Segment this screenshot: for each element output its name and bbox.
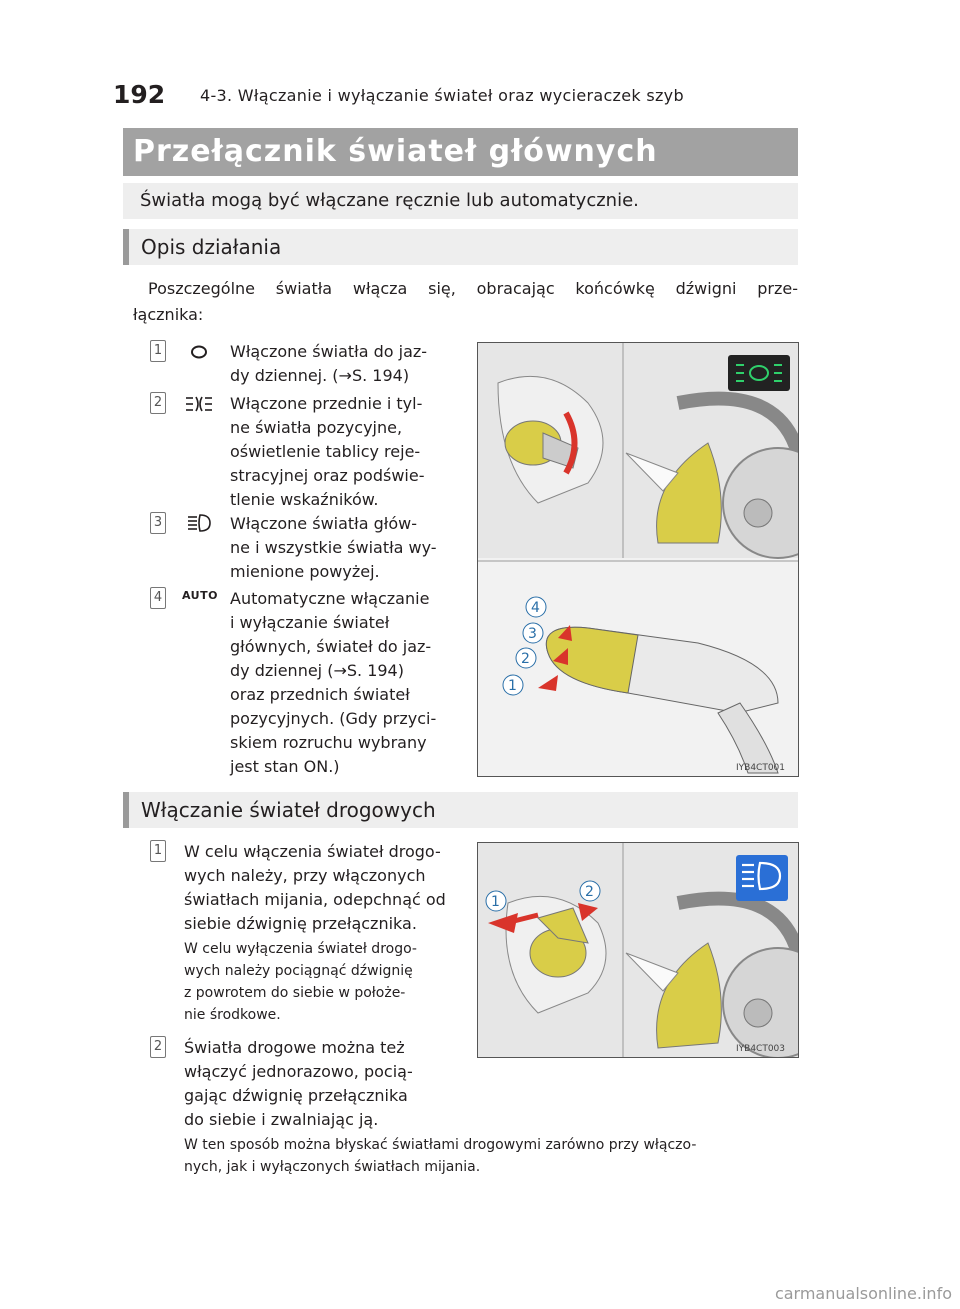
- figure-high-beam: [477, 842, 799, 1058]
- item-text-line: włączyć jednorazowo, pocią-: [184, 1062, 413, 1081]
- item-text-line: Włączone przednie i tyl-: [230, 394, 423, 413]
- item-text-line: ne i wszystkie światła wy-: [230, 538, 437, 557]
- item-number: 1: [150, 840, 166, 862]
- page-title: Przełącznik świateł głównych: [133, 134, 658, 169]
- section-heading-bar: [123, 229, 798, 265]
- item-text-line: W celu włączenia świateł drogo-: [184, 842, 441, 861]
- item-number: 2: [150, 1036, 166, 1058]
- auto-icon: AUTO: [182, 589, 218, 602]
- item-text-line: jest stan ON.): [230, 757, 340, 776]
- item-text-line: stracyjnej oraz podświe-: [230, 466, 425, 485]
- item-text-line: dy dziennej. (→S. 194): [230, 366, 410, 385]
- item-text-line: głównych, świateł do jaz-: [230, 637, 432, 656]
- item-text-line: siebie dźwignię przełącznika.: [184, 914, 417, 933]
- item-number: 3: [150, 512, 166, 534]
- page-subtitle: Światła mogą być włączane ręcznie lub automatycznie.: [140, 190, 639, 211]
- item-text-line: oświetlenie tablicy reje-: [230, 442, 421, 461]
- page-number: 192: [113, 80, 166, 109]
- figure-label: 1: [508, 678, 517, 694]
- chapter-title: 4-3. Włączanie i wyłączanie świateł oraz wycieraczek szyb: [200, 86, 684, 105]
- item-text-line: ne światła pozycyjne,: [230, 418, 403, 437]
- note-line: W ten sposób można błyskać światłami drogowymi zarówno przy włączo-: [184, 1137, 697, 1153]
- item-text-line: Światła drogowe można też: [184, 1038, 405, 1057]
- note-text: [184, 938, 462, 1026]
- subtitle-bar: [123, 183, 798, 219]
- footer-watermark: carmanualsonline.info: [774, 1284, 952, 1303]
- section-heading-bar: [123, 792, 798, 828]
- note-line: nie środkowe.: [184, 1007, 281, 1023]
- item-text-line: gając dźwignię przełącznika: [184, 1086, 408, 1105]
- title-bar: [123, 128, 798, 176]
- item-text-line: i wyłączanie świateł: [230, 613, 390, 632]
- note-line: W celu wyłączenia świateł drogo-: [184, 941, 417, 957]
- item-number: 4: [150, 587, 166, 609]
- figure-code: IYB4CT001: [736, 763, 786, 773]
- figure-label: 3: [528, 626, 537, 642]
- item-text-line: Automatyczne włączanie: [230, 589, 430, 608]
- item-text-line: mienione powyżej.: [230, 562, 380, 581]
- note-line: nych, jak i wyłączonych światłach mijania.: [184, 1159, 481, 1175]
- figure-label: 1: [491, 894, 500, 910]
- note-line: wych należy pociągnąć dźwignię: [184, 963, 413, 979]
- item-text-line: tlenie wskaźników.: [230, 490, 379, 509]
- note-line: z powrotem do siebie w położe-: [184, 985, 406, 1001]
- section-heading: Włączanie świateł drogowych: [141, 798, 436, 822]
- figure-label: 2: [521, 651, 530, 667]
- drl-icon: [188, 344, 210, 360]
- light-switch-illustration: [478, 343, 798, 776]
- item-text-line: Włączone światła do jaz-: [230, 342, 428, 361]
- figure-light-switch: [477, 342, 799, 777]
- item-text-line: wych należy, przy włączonych: [184, 866, 426, 885]
- item-text-line: światłach mijania, odepchnąć od: [184, 890, 446, 909]
- item-text-line: Włączone światła głów-: [230, 514, 417, 533]
- figure-label: 2: [585, 884, 594, 900]
- item-text-line: do siebie i zwalniając ją.: [184, 1110, 379, 1129]
- side-lights-icon: [184, 394, 214, 414]
- item-text-line: dy dziennej (→S. 194): [230, 661, 404, 680]
- figure-label: 4: [531, 600, 540, 616]
- high-beam-illustration: [478, 843, 798, 1057]
- figure-code: IYB4CT003: [736, 1044, 786, 1054]
- section-heading: Opis działania: [141, 235, 282, 259]
- item-text-line: oraz przednich świateł: [230, 685, 410, 704]
- note-text: [184, 1134, 799, 1178]
- intro-text-line2: łącznika:: [133, 305, 204, 324]
- intro-text-line1: Poszczególne światła włącza się, obracając końcówkę dźwigni prze-: [148, 279, 798, 298]
- item-text-line: pozycyjnych. (Gdy przyci-: [230, 709, 437, 728]
- item-number: 1: [150, 340, 166, 362]
- item-text-line: skiem rozruchu wybrany: [230, 733, 427, 752]
- item-number: 2: [150, 392, 166, 414]
- headlight-icon: [186, 513, 214, 533]
